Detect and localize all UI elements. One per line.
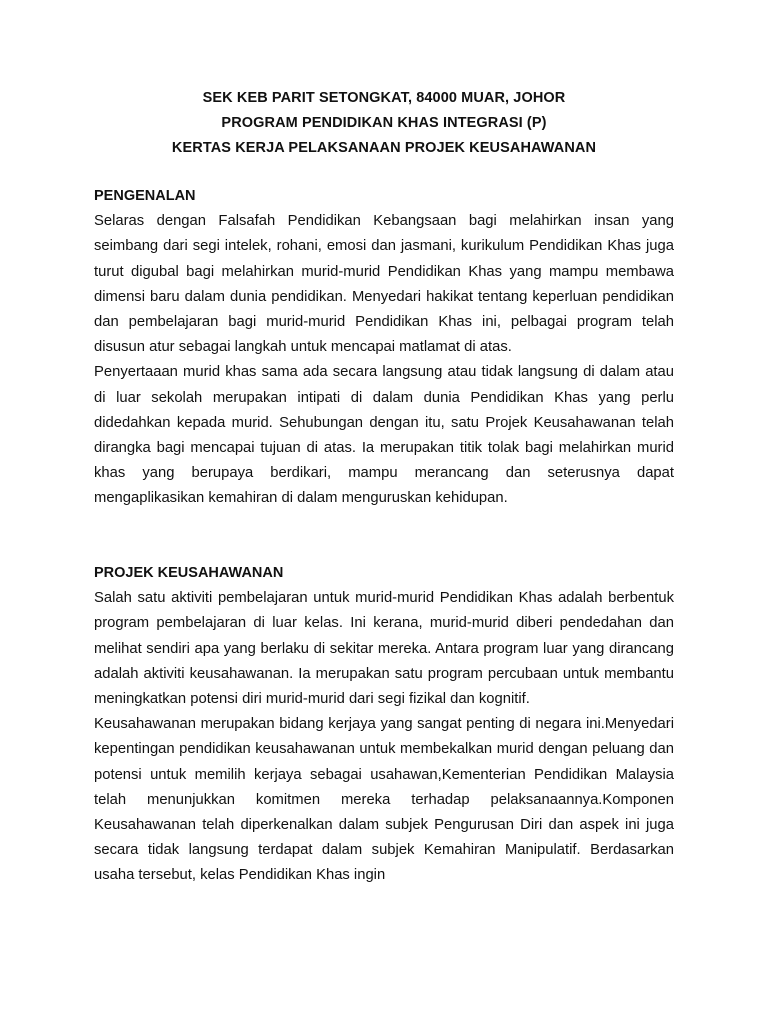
document-title-heading: KERTAS KERJA PELAKSANAAN PROJEK KEUSAHAWANAN [171, 140, 597, 156]
document-header [0, 86, 768, 161]
paragraph: Penyertaaan murid khas sama ada secara langsung atau tidak langsung di dalam atau di luar sekolah merupakan intipati di dalam dunia Pendidikan Khas yang perlu didedahkan kepada murid. Sehubungan dengan itu, satu Projek Keusahawanan telah dirangka bagi mencapai tujuan di atas. Ia merupakan titik tolak bagi melahirkan murid khas yang berupaya berdikari, mampu merancang dan seterusnya dapat mengaplikasikan kemahiran di dalam menguruskan kehidupan. [94, 364, 674, 507]
program-name-heading: PROGRAM PENDIDIKAN KHAS INTEGRASI (P) [221, 115, 547, 131]
school-name-heading: SEK KEB PARIT SETONGKAT, 84000 MUAR, JOHOR [202, 90, 566, 106]
paragraph: Selaras dengan Falsafah Pendidikan Kebangsaan bagi melahirkan insan yang seimbang dari segi intelek, rohani, emosi dan jasmani, kurikulum Pendidikan Khas juga turut digubal bagi melahirkan murid-murid Pendidikan Khas yang mampu membawa dimensi baru dalam dunia pendidikan. Menyedari hakikat tentang keperluan pendidikan dan pembelajaran bagi murid-murid Pendidikan Khas ini, pelbagai program telah disusun atur sebagai langkah untuk mencapai matlamat di atas. [94, 213, 674, 356]
paragraph: Salah satu aktiviti pembelajaran untuk murid-murid Pendidikan Khas adalah berbentuk program pembelajaran di luar kelas. Ini kerana, murid-murid diberi pendedahan dan melihat sendiri apa yang berlaku di sekitar mereka. Antara program luar yang dirancang adalah aktiviti keusahawanan. Ia merupakan satu program percubaan untuk membantu meningkatkan potensi diri murid-murid dari segi fizikal dan kognitif. [94, 590, 674, 708]
section-projek-keusahawanan [94, 561, 674, 889]
section-heading: PROJEK KEUSAHAWANAN [94, 565, 284, 581]
section-heading: PENGENALAN [94, 188, 196, 204]
paragraph: Keusahawanan merupakan bidang kerjaya yang sangat penting di negara ini.Menyedari kepentingan pendidikan keusahawanan untuk membekalkan murid dengan peluang dan potensi untuk memilih kerjaya sebagai usahawan,Kementerian Pendidikan Malaysia telah menunjukkan komitmen mereka terhadap pelaksanaannya.Komponen Keusahawanan telah diperkenalkan dalam subjek Pengurusan Diri dan aspek ini juga secara tidak langsung terdapat dalam subjek Kemahiran Manipulatif. Berdasarkan usaha tersebut, kelas Pendidikan Khas ingin [94, 716, 674, 884]
section-pengenalan [94, 184, 674, 512]
